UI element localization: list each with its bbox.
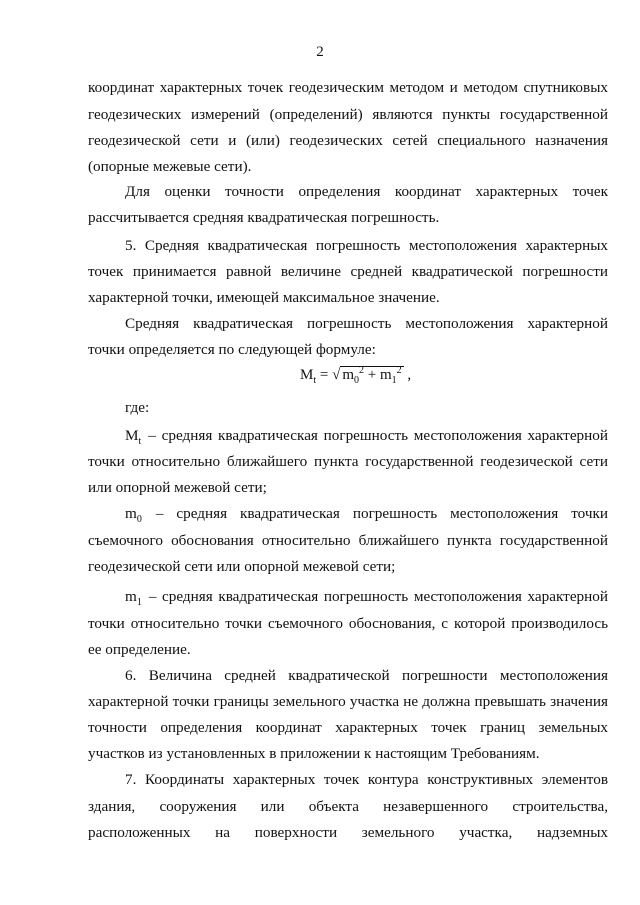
text-line: характерной точки, имеющей максимальное значение.: [88, 289, 440, 306]
definition-m1-line: [125, 587, 608, 613]
page-number: 2: [316, 44, 324, 60]
text-line: где:: [125, 399, 150, 416]
formula-equals: =: [319, 367, 329, 383]
formula-term2-sub: 1: [391, 375, 397, 386]
text-line: здания, сооружения или объекта незавершенного строительства,: [88, 798, 608, 815]
text-line: геодезической сети или опорной межевой сети;: [88, 558, 396, 575]
formula-radicand: [340, 365, 403, 386]
text-line: – средняя квадратическая погрешность местоположения характерной: [148, 588, 608, 605]
text-line: геодезических измерений (определений) являются пункты государственной: [88, 106, 608, 123]
definition-mt-line: [125, 426, 608, 452]
text-line: 5. Средняя квадратическая погрешность местоположения характерных: [125, 237, 608, 254]
sqrt-sign: √: [332, 367, 341, 383]
text-line: 7. Координаты характерных точек контура конструктивных элементов: [125, 771, 608, 788]
text-line: съемочного обоснования относительно ближайшего пункта государственной: [88, 532, 608, 549]
text-line: участков из установленных в приложении к настоящим Требованиям.: [88, 745, 540, 762]
definition-m0-line: [125, 504, 608, 530]
text-line: точек принимается равной величине средней квадратической погрешности: [88, 263, 608, 280]
text-line: точки относительно точки съемочного обоснования, с которой производилось: [88, 615, 608, 632]
formula-lhs: M: [300, 367, 314, 383]
text-line: – средняя квадратическая погрешность местоположения точки: [155, 505, 608, 522]
symbol-mt: $M_t$: [125, 427, 142, 448]
text-line: – средняя квадратическая погрешность местоположения характерной: [148, 427, 608, 444]
text-line: Средняя квадратическая погрешность местоположения характерной: [125, 315, 608, 332]
formula-term2-sup: 2: [396, 365, 402, 376]
text-line: точки относительно ближайшего пункта государственной геодезической сети: [88, 453, 608, 470]
formula-lhs-sub: t: [313, 375, 317, 386]
formula-tail: ,: [407, 367, 412, 383]
text-line: геодезической сети и (или) геодезических сетей специального назначения: [88, 132, 608, 149]
text-line: характерной точки границы земельного участка не должна превышать значения: [88, 693, 608, 710]
text-line: точности определения координат характерных точек границ земельных: [88, 719, 608, 736]
text-line: или опорной межевой сети;: [88, 479, 267, 496]
formula-plus: +: [367, 367, 377, 383]
text-line: ее определение.: [88, 641, 191, 658]
text-line: рассчитывается средняя квадратическая погрешность.: [88, 209, 440, 226]
text-line: расположенных на поверхности земельного участка, надземных: [88, 824, 608, 841]
text-line: 6. Величина средней квадратической погрешности местоположения: [125, 667, 608, 684]
symbol-m1: $m_1$: [125, 588, 142, 609]
text-line: Для оценки точности определения координат характерных точек: [125, 183, 608, 200]
text-line: координат характерных точек геодезическим методом и методом спутниковых: [88, 79, 608, 96]
formula-term2: m: [379, 367, 392, 383]
formula-term1: m: [342, 367, 354, 383]
formula: [300, 365, 411, 386]
formula-term1-sup: 2: [359, 365, 364, 376]
text-line: (опорные межевые сети).: [88, 158, 252, 175]
text-line: точки определяется по следующей формуле:: [88, 341, 376, 358]
symbol-m0: $m_0$: [125, 505, 142, 526]
formula-term1-sub: 0: [354, 375, 359, 386]
